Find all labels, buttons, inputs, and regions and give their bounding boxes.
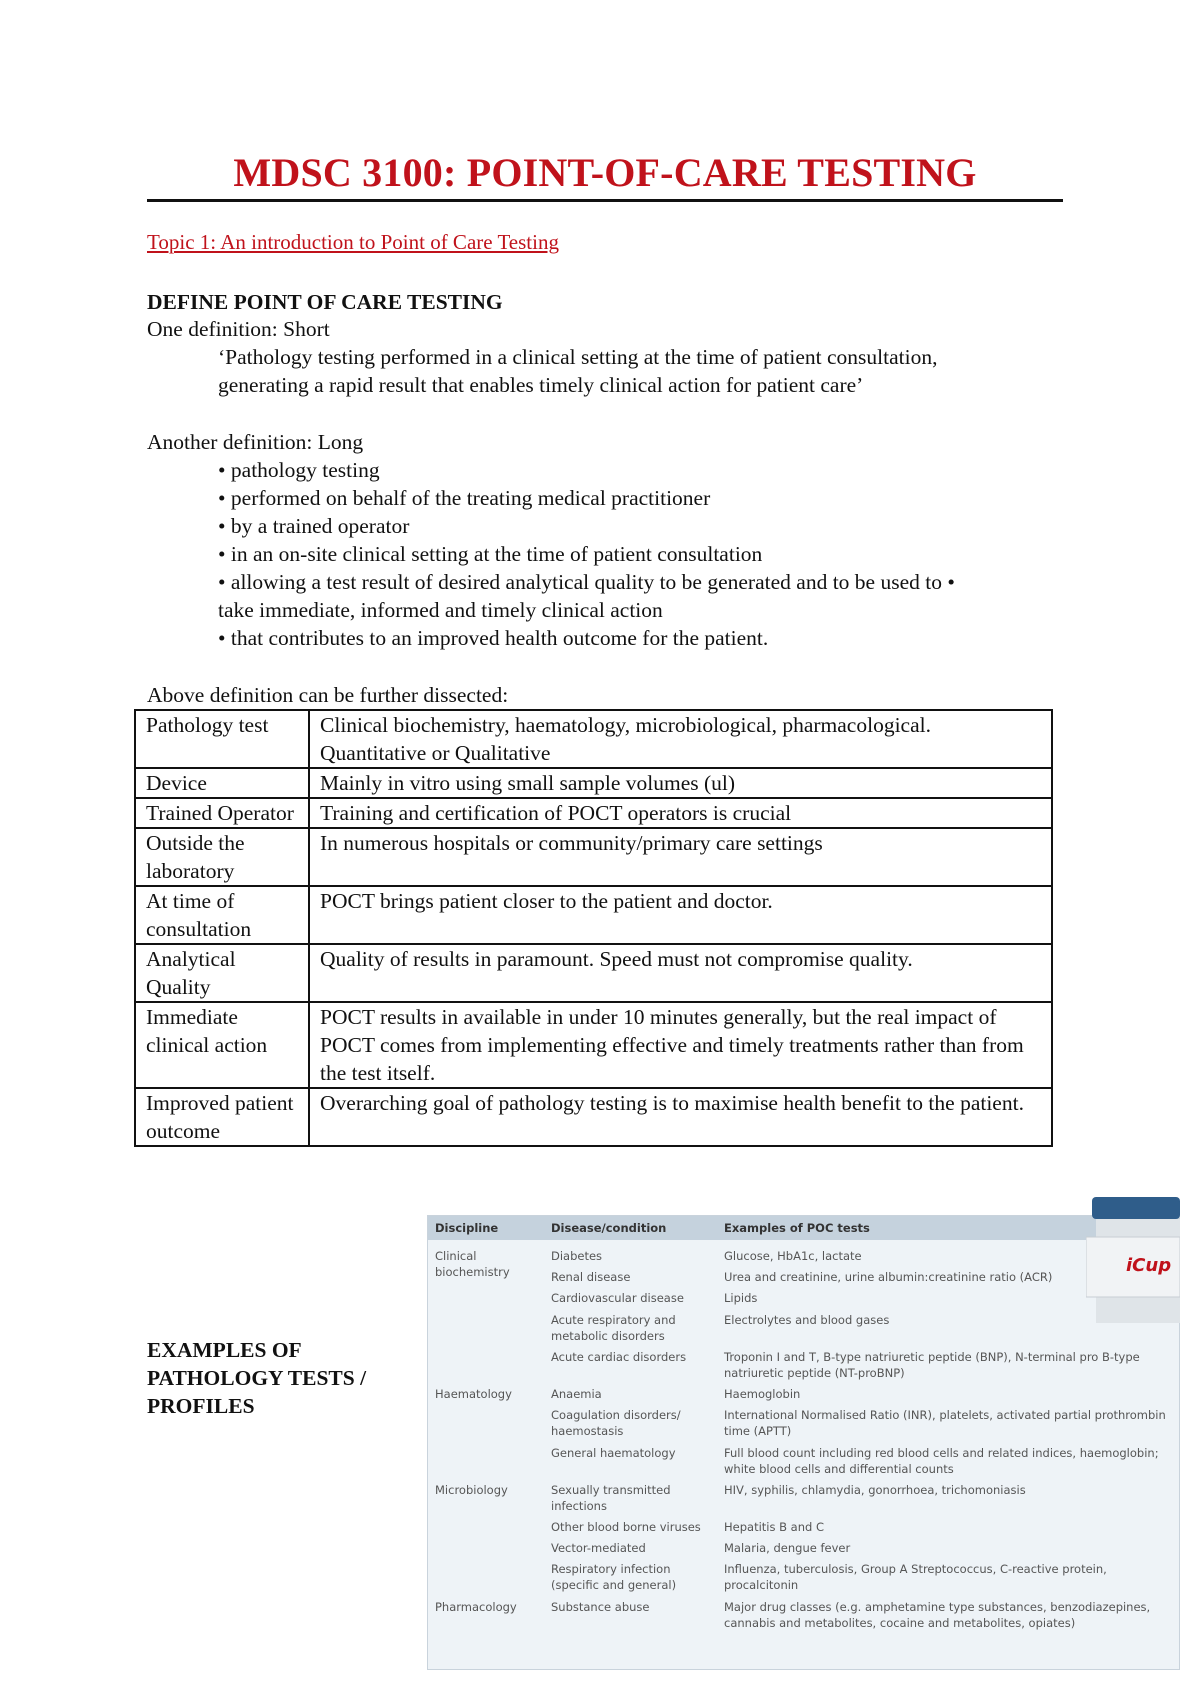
poc-examples-cell: Hepatitis B and C bbox=[724, 1520, 824, 1534]
poc-disease-cell: Renal disease bbox=[551, 1270, 631, 1284]
table-term: Improved patient outcome bbox=[135, 1088, 309, 1146]
table-description: Quality of results in paramount. Speed must not compromise quality. bbox=[309, 944, 1052, 1002]
poc-disease-cell: Acute cardiac disorders bbox=[551, 1350, 687, 1364]
poc-disease-cell: Respiratory infection (specific and general) bbox=[551, 1562, 677, 1592]
table-row bbox=[135, 1002, 1052, 1088]
cup-lid bbox=[1092, 1197, 1180, 1219]
table-row bbox=[135, 886, 1052, 944]
page-title: MDSC 3100: POINT-OF-CARE TESTING bbox=[233, 150, 977, 195]
title-divider bbox=[147, 199, 1063, 202]
poc-discipline-cell: Haematology bbox=[435, 1387, 512, 1401]
table-term: Trained Operator bbox=[135, 798, 309, 828]
table-term: Immediate clinical action bbox=[135, 1002, 309, 1088]
poc-tests-table-image bbox=[427, 1215, 1180, 1670]
long-definition-bullet: take immediate, informed and timely clinical action bbox=[218, 598, 663, 622]
poc-disease-cell: General haematology bbox=[551, 1446, 676, 1460]
table-term: Pathology test bbox=[135, 710, 309, 768]
long-definition-bullet: • that contributes to an improved health outcome for the patient. bbox=[218, 626, 769, 650]
poc-examples-cell: Major drug classes (e.g. amphetamine type substances, benzodiazepines, cannabis and metabolites, cocaine and metabolites, opiates) bbox=[724, 1600, 1151, 1630]
poc-discipline-cell: Microbiology bbox=[435, 1483, 508, 1497]
table-term: Outside the laboratory bbox=[135, 828, 309, 886]
table-row bbox=[135, 1088, 1052, 1146]
poc-disease-cell: Acute respiratory and metabolic disorders bbox=[551, 1313, 676, 1343]
poc-header-disease: Disease/condition bbox=[551, 1221, 667, 1235]
poc-header-discipline: Discipline bbox=[435, 1221, 499, 1235]
long-definition-label: Another definition: Long bbox=[147, 430, 364, 454]
poc-examples-cell: Full blood count including red blood cells and related indices, haemoglobin; white blood cells and differential counts bbox=[724, 1446, 1159, 1476]
table-description: POCT brings patient closer to the patient and doctor. bbox=[309, 886, 1052, 944]
table-term: Analytical Quality bbox=[135, 944, 309, 1002]
table-description: POCT results in available in under 10 minutes generally, but the real impact of POCT comes from implementing effective and timely treatments rather than from the test itself. bbox=[309, 1002, 1052, 1088]
poc-disease-cell: Sexually transmitted infections bbox=[551, 1483, 671, 1513]
poc-examples-cell: Electrolytes and blood gases bbox=[724, 1313, 890, 1327]
cup-brand-text: iCup bbox=[1126, 1255, 1172, 1276]
long-definition-bullet: • by a trained operator bbox=[218, 514, 410, 538]
short-definition-line-1: ‘Pathology testing performed in a clinical setting at the time of patient consultation, bbox=[218, 345, 938, 369]
table-description: Training and certification of POCT operators is crucial bbox=[309, 798, 1052, 828]
table-description: In numerous hospitals or community/primary care settings bbox=[309, 828, 1052, 886]
short-definition-label: One definition: Short bbox=[147, 317, 330, 341]
poc-disease-cell: Other blood borne viruses bbox=[551, 1520, 701, 1534]
poc-disease-cell: Diabetes bbox=[551, 1249, 603, 1263]
table-description: Clinical biochemistry, haematology, microbiological, pharmacological. Quantitative or Qualitative bbox=[309, 710, 1052, 768]
table-row bbox=[135, 768, 1052, 798]
long-definition-bullet: • in an on-site clinical setting at the time of patient consultation bbox=[218, 542, 763, 566]
poc-examples-cell: HIV, syphilis, chlamydia, gonorrhoea, trichomoniasis bbox=[724, 1483, 1026, 1497]
specimen-cup-image bbox=[1086, 1197, 1180, 1327]
table-term: Device bbox=[135, 768, 309, 798]
short-definition-line-2: generating a rapid result that enables timely clinical action for patient care’ bbox=[218, 373, 864, 397]
poc-examples-cell: International Normalised Ratio (INR), platelets, activated partial prothrombin time (APTT) bbox=[724, 1408, 1166, 1438]
poc-disease-cell: Substance abuse bbox=[551, 1600, 650, 1614]
long-definition-bullet: • performed on behalf of the treating medical practitioner bbox=[218, 486, 711, 510]
poc-examples-cell: Urea and creatinine, urine albumin:creatinine ratio (ACR) bbox=[724, 1270, 1053, 1284]
define-heading: DEFINE POINT OF CARE TESTING bbox=[147, 290, 503, 314]
poc-discipline-cell: Pharmacology bbox=[435, 1600, 517, 1614]
table-term: At time of consultation bbox=[135, 886, 309, 944]
table-row bbox=[135, 828, 1052, 886]
poc-table-header bbox=[428, 1216, 1179, 1240]
poc-discipline-cell: Clinical biochemistry bbox=[435, 1249, 510, 1279]
long-definition-bullet: • pathology testing bbox=[218, 458, 380, 482]
dissected-label: Above definition can be further dissected: bbox=[147, 683, 509, 707]
table-description: Overarching goal of pathology testing is to maximise health benefit to the patient. bbox=[309, 1088, 1052, 1146]
poc-disease-cell: Anaemia bbox=[551, 1387, 602, 1401]
table-row bbox=[135, 944, 1052, 1002]
poc-disease-cell: Coagulation disorders/ haemostasis bbox=[551, 1408, 681, 1438]
examples-heading: EXAMPLES OF PATHOLOGY TESTS / PROFILES bbox=[147, 1338, 367, 1418]
long-definition-bullet: • allowing a test result of desired analytical quality to be generated and to be used to • bbox=[218, 570, 955, 594]
poc-header-examples: Examples of POC tests bbox=[724, 1221, 870, 1235]
topic-heading: Topic 1: An introduction to Point of Care Testing bbox=[147, 230, 559, 254]
long-definition-list bbox=[218, 456, 955, 652]
definition-table bbox=[134, 709, 1053, 1147]
poc-disease-cell: Cardiovascular disease bbox=[551, 1291, 684, 1305]
poc-examples-cell: Influenza, tuberculosis, Group A Streptococcus, C-reactive protein, procalcitonin bbox=[724, 1562, 1107, 1592]
poc-examples-cell: Troponin I and T, B-type natriuretic peptide (BNP), N-terminal pro B-type natriuretic peptide (NT-proBNP) bbox=[724, 1350, 1140, 1380]
poc-examples-cell: Lipids bbox=[724, 1291, 758, 1305]
table-row bbox=[135, 798, 1052, 828]
table-row bbox=[135, 710, 1052, 768]
table-description: Mainly in vitro using small sample volumes (ul) bbox=[309, 768, 1052, 798]
poc-disease-cell: Vector-mediated bbox=[551, 1541, 646, 1555]
poc-examples-cell: Glucose, HbA1c, lactate bbox=[724, 1249, 862, 1263]
poc-examples-cell: Malaria, dengue fever bbox=[724, 1541, 851, 1555]
poc-examples-cell: Haemoglobin bbox=[724, 1387, 801, 1401]
